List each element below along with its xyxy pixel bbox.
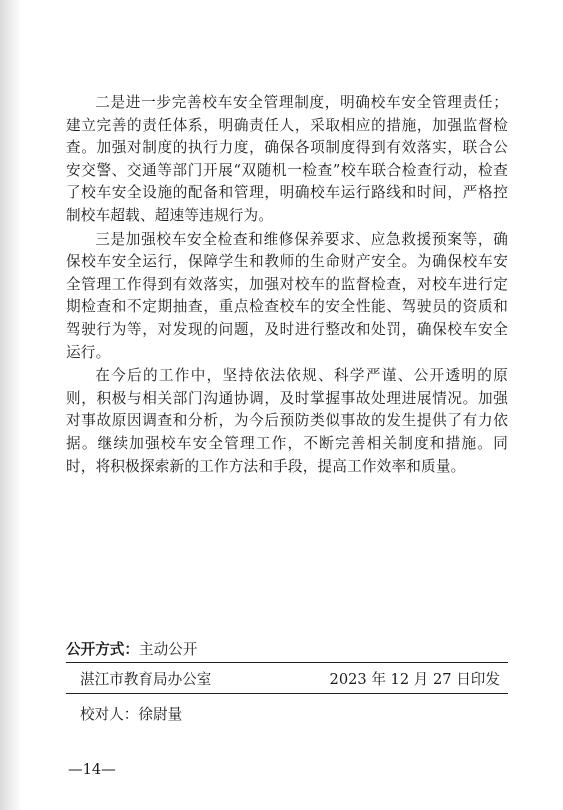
- proofreader-label: 校对人：: [80, 706, 139, 723]
- issue-date: 2023 年 12 月 27 日印发: [329, 671, 500, 688]
- paragraph-conclusion: 在今后的工作中，坚持依法依规、科学严谨、公开透明的原则，积极与相关部门沟通协调，及时掌握事故处理进展情况。加强对事故原因调查和分析，为今后预防类似事故的发生提供了有力依据。继续加强校车安全管理工作，不断完善相关制度和措施。同时，将积极探索新的工作方法和手段，提高工作效率和质量。: [66, 367, 508, 475]
- paragraph-two: 二是进一步完善校车安全管理制度，明确校车安全管理责任；建立完善的责任体系，明确责任人，采取相应的措施，加强监督检查。加强对制度的执行力度，确保各项制度得到有效落实，联合公安交警、交通等部门开展“双随机一检查”校车联合检查行动，检查了校车安全设施的配备和管理，明确校车运行路线和时间，严格控制校车超载、超速等违规行为。: [66, 94, 508, 224]
- disclosure-value: 主动公开: [138, 641, 198, 658]
- issuer-line: [66, 666, 508, 694]
- issuer-name: 湛江市教育局办公室: [80, 671, 212, 688]
- page-number: —14—: [68, 761, 116, 778]
- disclosure-label: 公开方式：: [66, 641, 139, 658]
- document-body: [66, 92, 508, 478]
- page-edge-shadow: [0, 0, 22, 810]
- disclosure-line: [66, 638, 508, 663]
- proofreader-line: [66, 703, 508, 727]
- proofreader-name: 徐尉量: [138, 706, 183, 723]
- paragraph-three: 三是加强校车安全检查和维修保养要求、应急救援预案等，确保校车安全运行，保障学生和教师的生命财产安全。为确保校车安全管理工作得到有效落实，加强对校车的监督检查，对校车进行定期检查和不定期抽查，重点检查校车的安全性能、驾驶员的资质和驾驶行为等，对发现的问题，及时进行整改和处罚，确保校车安全运行。: [66, 230, 508, 361]
